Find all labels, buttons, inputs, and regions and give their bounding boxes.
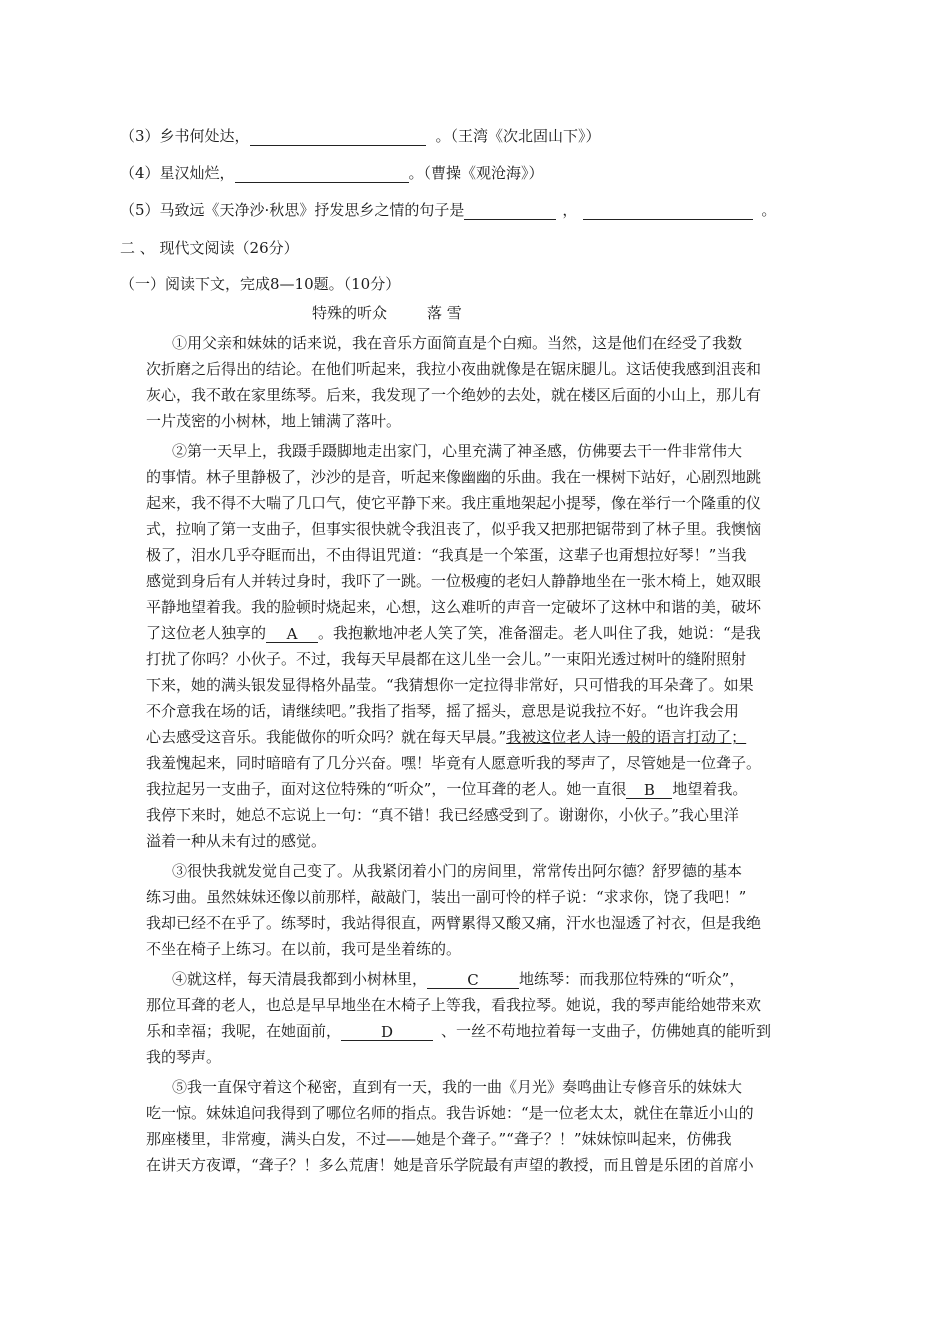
answer-blank-5a[interactable]	[464, 203, 556, 220]
question-4-prompt: （4）星汉灿烂，	[120, 164, 235, 182]
underlined-sentence: 我被这位老人诗一般的语言打动了；	[506, 728, 747, 746]
body-line: 我停下来时，她总不忘说上一句：“真不错！我已经感受到了。谢谢你，小伙子。”我心里洋	[146, 806, 739, 824]
body-line: 起来，我不得不大喘了几口气，使它平静下来。我庄重地架起小提琴，像在举行一个隆重的仪	[146, 494, 762, 512]
question-5-prompt: （5）马致远《天净沙·秋思》抒发思乡之情的句子是	[120, 201, 465, 219]
question-3-source: 。（王湾《次北固山下》）	[435, 127, 601, 145]
body-line: 我却已经不在乎了。练琴时，我站得很直，两臂累得又酸又痛，汗水也湿透了衬衣，但是我绝	[146, 914, 762, 932]
body-line: 感觉到身后有人并转过身时，我吓了一跳。一位极瘦的老妇人静静地坐在一张木椅上，她双眼	[146, 572, 762, 590]
body-line: 了这位老人独享的 A 。我抱歉地冲老人笑了笑，准备溜走。老人叫住了我，她说：“是我	[146, 624, 761, 643]
question-3-prompt: （3）乡书何处达，	[120, 127, 250, 145]
blank-c[interactable]: C	[427, 972, 519, 989]
body-line: 在讲天方夜谭，“聋子？！多么荒唐！她是音乐学院最有声望的教授，而且曾是乐团的首席小	[146, 1156, 754, 1174]
answer-blank-5b[interactable]	[583, 203, 753, 220]
body-line: 我拉起另一支曲子，面对这位特殊的“听众”，一位耳聋的老人。她一直很 B 地望着我。	[146, 780, 748, 799]
section-subheading: （一）阅读下文，完成8—10题。（10分）	[120, 275, 401, 293]
body-line: 不介意我在场的话，请继续吧。”我指了指琴，摇了摇头，意思是说我拉不好。“也许我会用	[146, 702, 739, 720]
body-line: 吃一惊。妹妹追问我得到了哪位名师的指点。我告诉她：“是一位老太太，就住在靠近小山的	[146, 1104, 754, 1122]
body-line: ⑤我一直保守着这个秘密，直到有一天，我的一曲《月光》奏鸣曲让专修音乐的妹妹大	[172, 1078, 743, 1096]
question-4-source: 。（曹操《观沧海》）	[408, 164, 544, 182]
body-line: 我的琴声。	[146, 1048, 222, 1066]
question-5-end: 。	[761, 201, 777, 219]
body-line: 不坐在椅子上练习。在以前，我可是坐着练的。	[146, 940, 462, 958]
body-line: 溢着一种从未有过的感觉。	[146, 832, 327, 850]
body-line: 下来，她的满头银发显得格外晶莹。“我猜想你一定拉得非常好，只可惜我的耳朵聋了。如果	[146, 676, 754, 694]
answer-blank-3[interactable]	[250, 129, 426, 146]
body-line: 一片茂密的小树林，地上铺满了落叶。	[146, 412, 402, 430]
body-line: 的事情。林子里静极了，沙沙的是音，听起来像幽幽的乐曲。我在一棵树下站好，心剧烈地跳	[146, 468, 762, 486]
body-line: 乐和幸福；我呢，在她面前， D 、一丝不苟地拉着每一支曲子，仿佛她真的能听到	[146, 1022, 772, 1041]
article-title-row	[312, 303, 462, 325]
body-line: 极了，泪水几乎夺眶而出，不由得诅咒道：“我真是一个笨蛋，这辈子也甭想拉好琴！”当我	[146, 546, 747, 564]
body-line: 次折磨之后得出的结论。在他们听起来，我拉小夜曲就像是在锯床腿儿。这话使我感到沮丧和	[146, 360, 762, 378]
body-line: ③很快我就发觉自己变了。从我紧闭着小门的房间里，常常传出阿尔德？舒罗德的基本	[172, 862, 743, 880]
body-line: 我羞愧起来，同时暗暗有了几分兴奋。嘿！毕竟有人愿意听我的琴声了，尽管她是一位聋子。	[146, 754, 762, 772]
question-4	[120, 163, 544, 185]
question-5	[120, 200, 776, 222]
body-line: 平静地望着我。我的脸顿时烧起来，心想，这么难听的声音一定破坏了这林中和谐的美，破坏	[146, 598, 762, 616]
body-line: 心去感受这音乐。我能做你的听众吗？就在每天早晨。”我被这位老人诗一般的语言打动了；	[146, 728, 747, 746]
blank-d[interactable]: D	[341, 1024, 433, 1041]
article-author: 落 雪	[427, 304, 462, 322]
blank-b[interactable]: B	[626, 782, 672, 799]
blank-a[interactable]: A	[266, 626, 318, 643]
question-5-comma: ，	[562, 201, 578, 219]
body-line: ②第一天早上，我蹑手蹑脚地走出家门，心里充满了神圣感，仿佛要去干一件非常伟大	[172, 442, 743, 460]
body-line: 式，拉响了第一支曲子，但事实很快就令我沮丧了，似乎我又把那把锯带到了林子里。我懊恼	[146, 520, 762, 538]
body-line: 那位耳聋的老人，也总是早早地坐在木椅子上等我，看我拉琴。她说，我的琴声能给她带来欢	[146, 996, 762, 1014]
body-line: 打扰了你吗？小伙子。不过，我每天早晨都在这儿坐一会儿。”一束阳光透过树叶的缝附照射	[146, 650, 747, 668]
body-line: ①用父亲和妹妹的话来说，我在音乐方面简直是个白痴。当然，这是他们在经受了我数	[172, 334, 743, 352]
body-line: 那座楼里，非常瘦，满头白发，不过——她是个聋子。”“聋子？！”妹妹惊叫起来，仿佛我	[146, 1130, 732, 1148]
body-line: 练习曲。虽然妹妹还像以前那样，敲敲门，装出一副可怜的样子说：“求求你，饶了我吧！”	[146, 888, 747, 906]
article-title: 特殊的听众	[312, 304, 388, 322]
body-line: 灰心，我不敢在家里练琴。后来，我发现了一个绝妙的去处，就在楼区后面的小山上，那儿有	[146, 386, 762, 404]
answer-blank-4[interactable]	[235, 166, 409, 183]
section-heading: 二 、 现代文阅读（26分）	[120, 239, 299, 257]
body-line: ④就这样，每天清晨我都到小树林里， C 地练琴：而我那位特殊的“听众”，	[172, 970, 745, 989]
question-3	[120, 126, 601, 148]
